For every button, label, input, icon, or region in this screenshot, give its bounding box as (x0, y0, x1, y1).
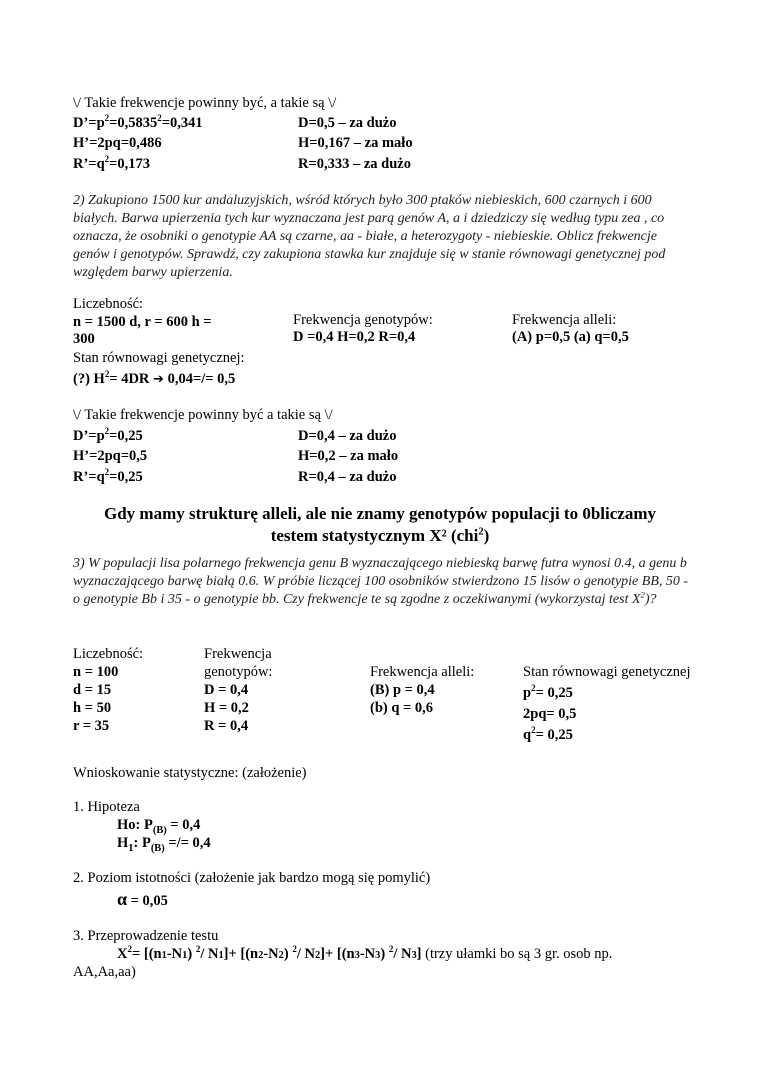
task3-text: 3) W populacji lisa polarnego frekwencja genu B wyznaczającego niebieską barwę futra wynosi 0.4, a genu b wyznaczającego barwę białą 0.6. W próbie liczącej 100 osobników stwierdzono 15 lisów o genotypie BB, 50 - o genotypie Bb i 35 - o genotypie bb. Czy frekwencje te są zgodne z oczekiwanymi (wykorzystaj test $X^2$)? (73, 556, 689, 607)
section1-expected-d: $D’=p^2=0,5835^2=0,341$ (73, 113, 203, 131)
task3-equilibrium-p2: $p^2= 0,25$ (523, 683, 573, 701)
task2-allele-values: (A) p=0,5 (a) q=0,5 (512, 329, 629, 345)
section2-intro: \/ Takie frekwencje powinny być a takie są \/ (73, 407, 333, 423)
task3-genotype-label-1: Frekwencja (204, 646, 272, 662)
section1-expected-h: H’=2pq=0,486 (73, 135, 162, 151)
task3-allele-b-recessive: (b) q = 0,6 (370, 700, 434, 716)
task2-liczebnosc-line1: n = 1500 d, r = 600 h = (73, 314, 212, 330)
section1-observed-d: D=0,5 – za dużo (298, 115, 397, 131)
significance-level: α = 0,05 (117, 889, 168, 909)
step2-title: 2. Poziom istotności (założenie jak bardzo mogą się pomylić) (73, 870, 431, 886)
task3-liczebnosc-h: h = 50 (73, 700, 112, 716)
section2-expected-d: $D’=p^2=0,25$ (73, 426, 143, 444)
section2-observed-h: H=0,2 – za mało (298, 448, 399, 464)
section1-observed-h: H=0,167 – za mało (298, 135, 413, 151)
task3-allele-label: Frekwencja alleli: (370, 664, 475, 680)
task2-liczebnosc-line2: 300 (73, 331, 95, 347)
step3-title: 3. Przeprowadzenie testu (73, 928, 219, 944)
task3-genotype-r: R = 0,4 (204, 718, 249, 734)
task2-genotype-label: Frekwencja genotypów: (293, 312, 433, 328)
section2-observed-r: R=0,4 – za dużo (298, 469, 397, 485)
step1-title: 1. Hipoteza (73, 799, 140, 815)
task3-genotype-label-2: genotypów: (204, 664, 273, 680)
task3-genotype-h: H = 0,2 (204, 700, 249, 716)
task2-equilibrium-check: (?) $H^2= 4DR$ ➔ 0,04=/= 0,5 (73, 369, 236, 387)
task3-equilibrium-2pq: 2pq= 0,5 (523, 706, 577, 722)
chi-square-formula: $X^2= [(n1-N1)$ $^2$/ N1]+ [(n2-N2) $^2$/ N2]+ [(n3-N3) $^2$/ N3] (trzy ułamki bo są 3 gr. osob np. (117, 944, 613, 962)
chi-square-formula-note: AA,Aa,aa) (73, 964, 136, 980)
task3-liczebnosc-d: d = 15 (73, 682, 112, 698)
task3-genotype-d: D = 0,4 (204, 682, 249, 698)
section2-expected-r: $R’=q^2=0,25$ (73, 467, 143, 485)
task2-allele-label: Frekwencja alleli: (512, 312, 617, 328)
hypothesis-h1: $H_1$: $P_{(B)}$ =/= 0,4 (117, 835, 211, 854)
arrow-right-icon: ➔ (153, 372, 164, 387)
section1-intro: \/ Takie frekwencje powinny być, a takie są \/ (73, 95, 337, 111)
task3-allele-b: (B) p = 0,4 (370, 682, 435, 698)
hypothesis-h0: Ho: $P_{(B)} = 0,4$ (117, 817, 201, 836)
section2-observed-d: D=0,4 – za dużo (298, 428, 397, 444)
section2-expected-h: H’=2pq=0,5 (73, 448, 148, 464)
task2-genotype-values: D =0,4 H=0,2 R=0,4 (293, 329, 416, 345)
task2-liczebnosc-label: Liczebność: (73, 296, 144, 312)
task2-equilibrium-label: Stan równowagi genetycznej: (73, 350, 245, 366)
task3-liczebnosc-label: Liczebność: (73, 646, 144, 662)
chi-square-heading: Gdy mamy strukturę alleli, ale nie znamy genotypów populacji to 0bliczamy testem statystycznym X² (chi$^2$) (103, 504, 656, 545)
task3-equilibrium-q2: $q^2= 0,25$ (523, 725, 573, 743)
section1-observed-r: R=0,333 – za dużo (298, 156, 411, 172)
task3-equilibrium-label: Stan równowagi genetycznej (523, 664, 691, 680)
task3-liczebnosc-n: n = 100 (73, 664, 119, 680)
task3-liczebnosc-r: r = 35 (73, 718, 110, 734)
alpha-symbol: α (117, 889, 128, 909)
task2-text: 2) Zakupiono 1500 kur andaluzyjskich, wśród których było 300 ptaków niebieskich, 600 czarnych i 600 białych. Barwa upierzenia tych kur wyznaczana jest parą genów A, a i dziedziczy się według typu zea , co oznacza, że osobniki o genotypie AA są czarne, aa - białe, a heterozygoty - niebieskie. Oblicz frekwencje genów i genotypów. Sprawdź, czy zakupiona stawka kur znajduje się w stanie równowagi genetycznej pod względem barwy upierzenia. (73, 193, 666, 280)
section1-expected-r: $R’=q^2=0,173$ (73, 154, 151, 172)
stats-label: Wnioskowanie statystyczne: (założenie) (73, 765, 307, 781)
